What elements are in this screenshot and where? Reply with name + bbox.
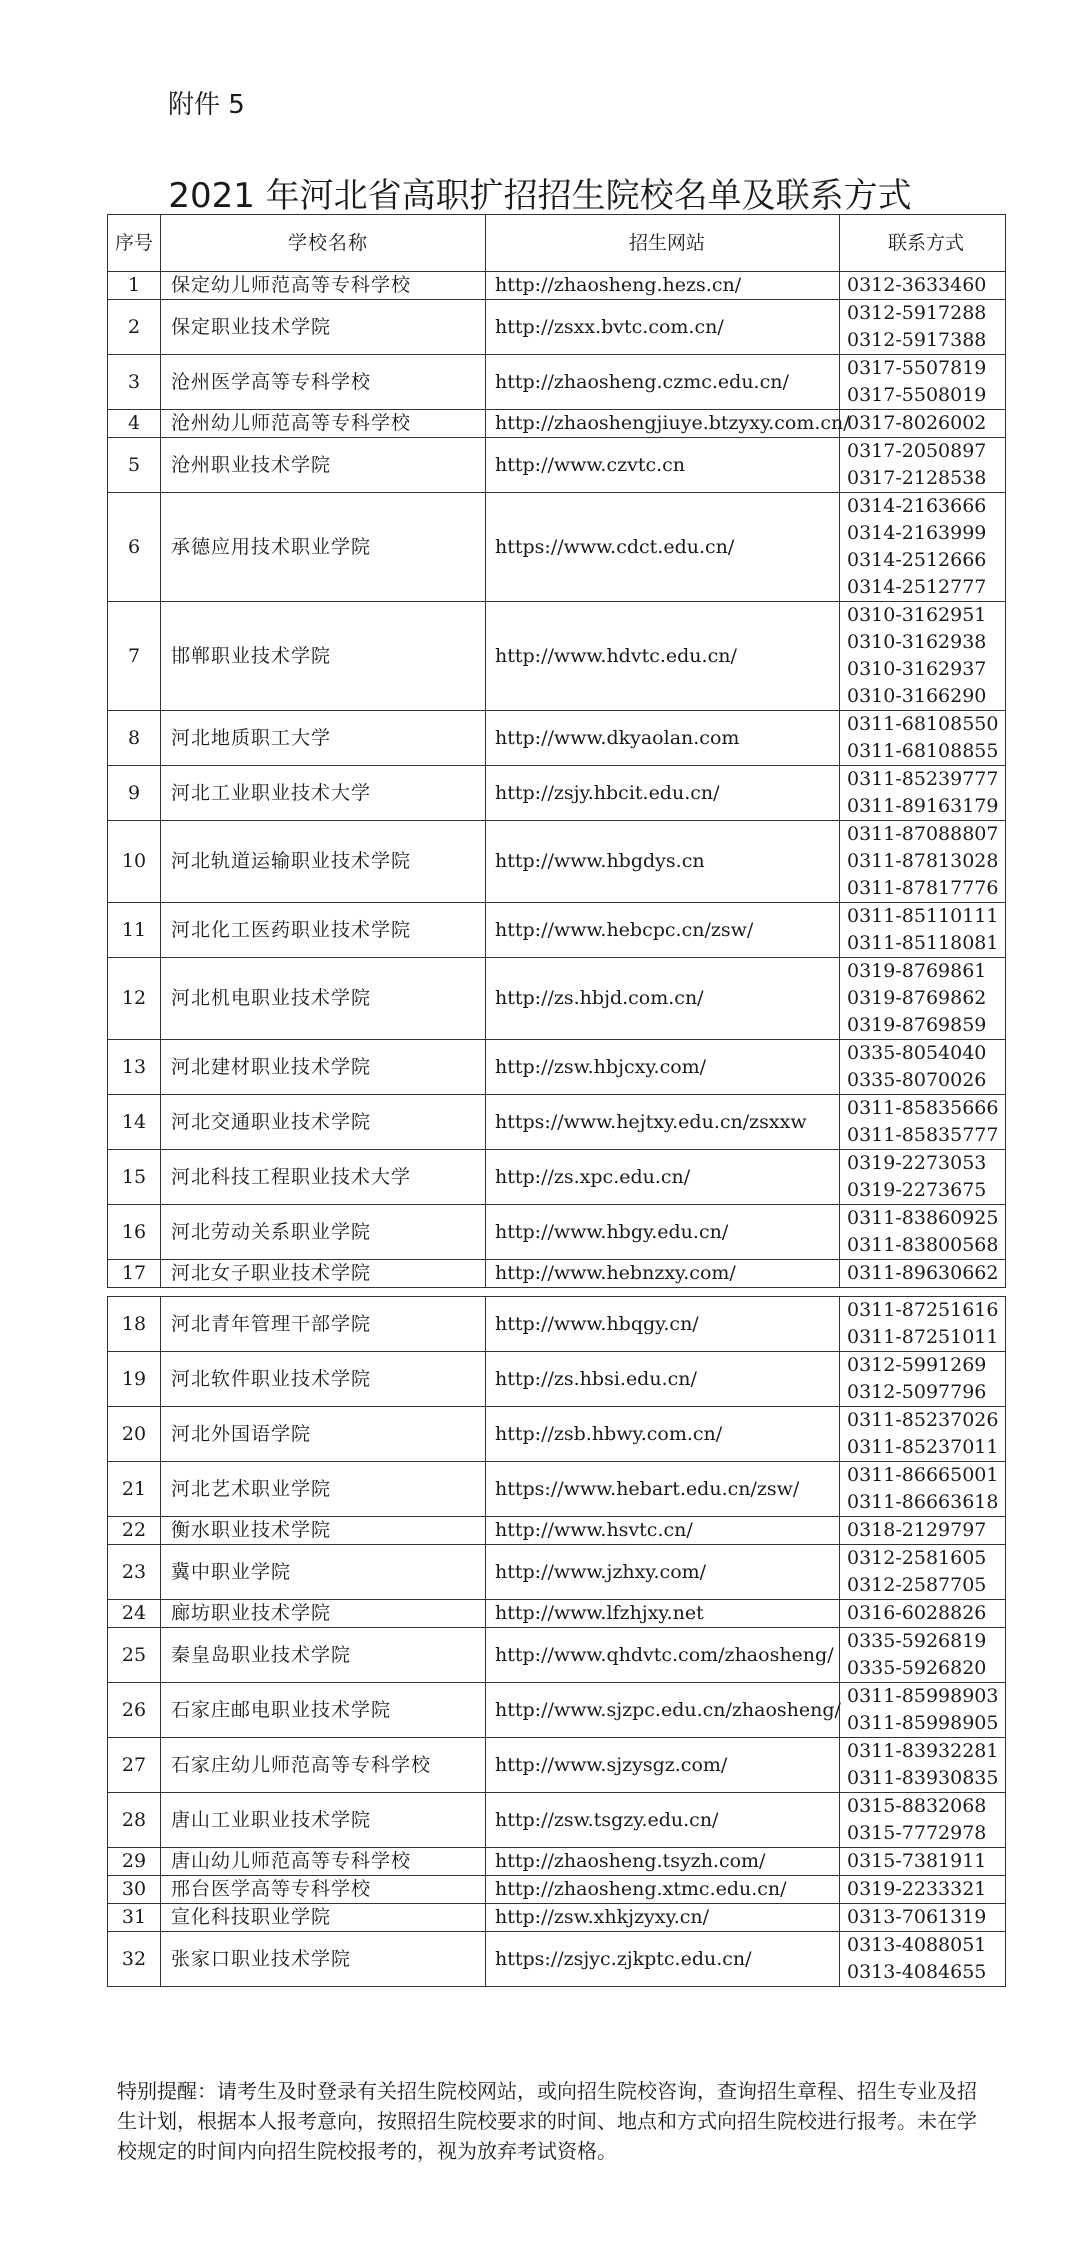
phone-number: 0311-86663618 xyxy=(847,1491,999,1513)
row-number: 21 xyxy=(108,1462,161,1517)
table-row xyxy=(108,300,1006,355)
table-row xyxy=(108,1517,1006,1545)
row-number: 18 xyxy=(108,1297,161,1352)
contact-phones xyxy=(840,766,1006,821)
contact-phones xyxy=(840,272,1006,300)
table-row xyxy=(108,1876,1006,1904)
school-name: 河北机电职业技术学院 xyxy=(161,958,486,1040)
phone-number: 0311-86665001 xyxy=(847,1464,999,1486)
table-row xyxy=(108,1095,1006,1150)
table-row xyxy=(108,1407,1006,1462)
phone-number: 0311-87251011 xyxy=(847,1326,999,1348)
attachment-label: 附件 5 xyxy=(168,90,245,120)
contact-phones xyxy=(840,1150,1006,1205)
table-row xyxy=(108,355,1006,410)
school-name: 河北科技工程职业技术大学 xyxy=(161,1150,486,1205)
phone-number: 0315-7381911 xyxy=(847,1850,987,1872)
phone-number: 0314-2512666 xyxy=(847,549,987,571)
school-name: 石家庄幼儿师范高等专科学校 xyxy=(161,1738,486,1793)
school-name: 承德应用技术职业学院 xyxy=(161,493,486,602)
phone-number: 0311-87813028 xyxy=(847,850,999,872)
school-website-link[interactable]: http://zs.hbsi.edu.cn/ xyxy=(486,1352,840,1407)
phone-number: 0311-87088807 xyxy=(847,823,999,845)
row-number: 11 xyxy=(108,903,161,958)
phone-number: 0313-4088051 xyxy=(847,1934,987,1956)
phone-number: 0311-85237026 xyxy=(847,1409,999,1431)
phone-number: 0311-89163179 xyxy=(847,795,999,817)
school-website-link[interactable]: http://www.hsvtc.cn/ xyxy=(486,1517,840,1545)
school-name: 河北软件职业技术学院 xyxy=(161,1352,486,1407)
phone-number: 0311-89630662 xyxy=(847,1262,999,1284)
school-name: 衡水职业技术学院 xyxy=(161,1517,486,1545)
phone-number: 0311-83932281 xyxy=(847,1740,999,1762)
contact-phones xyxy=(840,438,1006,493)
school-website-link[interactable]: http://www.czvtc.cn xyxy=(486,438,840,493)
school-website-link[interactable]: http://zhaosheng.tsyzh.com/ xyxy=(486,1848,840,1876)
table-row xyxy=(108,903,1006,958)
school-name: 张家口职业技术学院 xyxy=(161,1932,486,1987)
school-website-link[interactable]: https://www.hebart.edu.cn/zsw/ xyxy=(486,1462,840,1517)
phone-number: 0311-85998905 xyxy=(847,1712,999,1734)
school-name: 邢台医学高等专科学校 xyxy=(161,1876,486,1904)
phone-number: 0319-8769861 xyxy=(847,960,987,982)
phone-number: 0315-8832068 xyxy=(847,1795,987,1817)
school-website-link[interactable]: http://www.hbqgy.cn/ xyxy=(486,1297,840,1352)
phone-number: 0311-68108855 xyxy=(847,740,999,762)
phone-number: 0317-8026002 xyxy=(847,412,987,434)
phone-number: 0311-85110111 xyxy=(847,905,999,927)
contact-phones xyxy=(840,1260,1006,1288)
phone-number: 0319-2273675 xyxy=(847,1179,987,1201)
table-row xyxy=(108,602,1006,711)
row-number: 17 xyxy=(108,1260,161,1288)
phone-number: 0312-3633460 xyxy=(847,274,987,296)
phone-number: 0319-8769859 xyxy=(847,1014,987,1036)
contact-phones xyxy=(840,1517,1006,1545)
phone-number: 0313-4084655 xyxy=(847,1961,987,1983)
table-body-part1 xyxy=(108,272,1006,1288)
contact-phones xyxy=(840,1600,1006,1628)
row-number: 20 xyxy=(108,1407,161,1462)
contact-phones xyxy=(840,300,1006,355)
school-name: 河北劳动关系职业学院 xyxy=(161,1205,486,1260)
contact-phones xyxy=(840,1932,1006,1987)
row-number: 13 xyxy=(108,1040,161,1095)
contact-phones xyxy=(840,410,1006,438)
phone-number: 0319-2273053 xyxy=(847,1152,987,1174)
phone-number: 0311-85118081 xyxy=(847,932,999,954)
school-website-link[interactable]: http://zsxx.bvtc.com.cn/ xyxy=(486,300,840,355)
school-name: 河北地质职工大学 xyxy=(161,711,486,766)
row-number: 30 xyxy=(108,1876,161,1904)
phone-number: 0311-83930835 xyxy=(847,1767,999,1789)
school-name: 河北工业职业技术大学 xyxy=(161,766,486,821)
school-website-link[interactable]: http://zs.xpc.edu.cn/ xyxy=(486,1150,840,1205)
table-row xyxy=(108,958,1006,1040)
school-website-link[interactable]: http://www.hbgy.edu.cn/ xyxy=(486,1205,840,1260)
phone-number: 0310-3162951 xyxy=(847,604,987,626)
table-row xyxy=(108,1904,1006,1932)
row-number: 3 xyxy=(108,355,161,410)
phone-number: 0312-5917388 xyxy=(847,329,987,351)
row-number: 6 xyxy=(108,493,161,602)
school-website-link[interactable]: http://www.hdvtc.edu.cn/ xyxy=(486,602,840,711)
phone-number: 0310-3162937 xyxy=(847,658,987,680)
contact-phones xyxy=(840,1683,1006,1738)
school-website-link[interactable]: http://zhaoshengjiuye.btzyxy.com.cn/ xyxy=(486,410,840,438)
school-name: 沧州医学高等专科学校 xyxy=(161,355,486,410)
row-number: 24 xyxy=(108,1600,161,1628)
contact-phones xyxy=(840,958,1006,1040)
contact-phones xyxy=(840,821,1006,903)
school-website-link[interactable]: https://www.hejtxy.edu.cn/zsxxw xyxy=(486,1095,840,1150)
school-name: 河北女子职业技术学院 xyxy=(161,1260,486,1288)
school-name: 秦皇岛职业技术学院 xyxy=(161,1628,486,1683)
page-title: 2021 年河北省高职扩招招生院校名单及联系方式 xyxy=(168,176,912,216)
table-body-part2 xyxy=(108,1297,1006,1987)
school-website-link[interactable]: http://zsw.xhkjzyxy.cn/ xyxy=(486,1904,840,1932)
table-header-row xyxy=(108,215,1006,272)
school-website-link[interactable]: http://www.hbgdys.cn xyxy=(486,821,840,903)
phone-number: 0311-87817776 xyxy=(847,877,999,899)
school-name: 保定幼儿师范高等专科学校 xyxy=(161,272,486,300)
school-name: 河北交通职业技术学院 xyxy=(161,1095,486,1150)
phone-number: 0311-87251616 xyxy=(847,1299,999,1321)
school-website-link[interactable]: http://www.jzhxy.com/ xyxy=(486,1545,840,1600)
contact-phones xyxy=(840,1297,1006,1352)
school-name: 廊坊职业技术学院 xyxy=(161,1600,486,1628)
table-row xyxy=(108,1040,1006,1095)
school-name: 唐山工业职业技术学院 xyxy=(161,1793,486,1848)
phone-number: 0314-2163666 xyxy=(847,495,987,517)
phone-number: 0314-2163999 xyxy=(847,522,987,544)
row-number: 16 xyxy=(108,1205,161,1260)
row-number: 15 xyxy=(108,1150,161,1205)
table-row xyxy=(108,766,1006,821)
contact-phones xyxy=(840,1407,1006,1462)
row-number: 32 xyxy=(108,1932,161,1987)
table-row xyxy=(108,1793,1006,1848)
school-website-link[interactable]: http://zsw.tsgzy.edu.cn/ xyxy=(486,1793,840,1848)
phone-number: 0315-7772978 xyxy=(847,1822,987,1844)
contact-phones xyxy=(840,1205,1006,1260)
phone-number: 0312-2581605 xyxy=(847,1547,987,1569)
table-row xyxy=(108,1628,1006,1683)
contact-phones xyxy=(840,903,1006,958)
row-number: 5 xyxy=(108,438,161,493)
contact-phones xyxy=(840,1352,1006,1407)
school-name: 沧州职业技术学院 xyxy=(161,438,486,493)
contact-phones xyxy=(840,711,1006,766)
school-website-link[interactable]: http://www.sjzpc.edu.cn/zhaosheng/ xyxy=(486,1683,840,1738)
table-row xyxy=(108,410,1006,438)
phone-number: 0310-3162938 xyxy=(847,631,987,653)
contact-phones xyxy=(840,1876,1006,1904)
phone-number: 0312-5917288 xyxy=(847,302,987,324)
row-number: 29 xyxy=(108,1848,161,1876)
table-row xyxy=(108,1848,1006,1876)
row-number: 12 xyxy=(108,958,161,1040)
row-number: 2 xyxy=(108,300,161,355)
school-name: 河北青年管理干部学院 xyxy=(161,1297,486,1352)
phone-number: 0314-2512777 xyxy=(847,576,987,598)
row-number: 19 xyxy=(108,1352,161,1407)
school-name: 唐山幼儿师范高等专科学校 xyxy=(161,1848,486,1876)
header-contact: 联系方式 xyxy=(840,215,1006,272)
table-row xyxy=(108,821,1006,903)
row-number: 31 xyxy=(108,1904,161,1932)
table-row xyxy=(108,1462,1006,1517)
table-row xyxy=(108,272,1006,300)
school-name: 河北艺术职业学院 xyxy=(161,1462,486,1517)
table-row xyxy=(108,438,1006,493)
table-row xyxy=(108,1545,1006,1600)
contact-phones xyxy=(840,1904,1006,1932)
row-number: 22 xyxy=(108,1517,161,1545)
table-row xyxy=(108,1297,1006,1352)
contact-phones xyxy=(840,602,1006,711)
school-name: 邯郸职业技术学院 xyxy=(161,602,486,711)
phone-number: 0311-85835777 xyxy=(847,1124,999,1146)
phone-number: 0319-8769862 xyxy=(847,987,987,1009)
contact-phones xyxy=(840,1793,1006,1848)
school-website-link[interactable]: http://www.hebcpc.cn/zsw/ xyxy=(486,903,840,958)
school-name: 冀中职业学院 xyxy=(161,1545,486,1600)
school-website-link[interactable]: http://zsjy.hbcit.edu.cn/ xyxy=(486,766,840,821)
reminder-note: 特别提醒：请考生及时登录有关招生院校网站，或向招生院校咨询，查询招生章程、招生专业及招生计划，根据本人报考意向，按照招生院校要求的时间、地点和方式向招生院校进行报考。未在学校规定的时间内向招生院校报考的，视为放弃考试资格。 xyxy=(117,2079,977,2163)
header-website: 招生网站 xyxy=(486,215,840,272)
table-row xyxy=(108,1150,1006,1205)
school-name: 石家庄邮电职业技术学院 xyxy=(161,1683,486,1738)
phone-number: 0313-7061319 xyxy=(847,1906,987,1928)
table-row xyxy=(108,1205,1006,1260)
school-website-link[interactable]: http://zs.hbjd.com.cn/ xyxy=(486,958,840,1040)
phone-number: 0312-2587705 xyxy=(847,1574,987,1596)
school-website-link[interactable]: https://www.cdct.edu.cn/ xyxy=(486,493,840,602)
phone-number: 0311-85239777 xyxy=(847,768,999,790)
phone-number: 0310-3166290 xyxy=(847,685,987,707)
phone-number: 0335-5926820 xyxy=(847,1657,987,1679)
row-number: 27 xyxy=(108,1738,161,1793)
page-break-gap xyxy=(108,1288,1006,1297)
school-website-link[interactable]: http://zhaosheng.czmc.edu.cn/ xyxy=(486,355,840,410)
table-row xyxy=(108,711,1006,766)
row-number: 28 xyxy=(108,1793,161,1848)
school-website-link[interactable]: http://zhaosheng.xtmc.edu.cn/ xyxy=(486,1876,840,1904)
table-row xyxy=(108,1600,1006,1628)
table-row xyxy=(108,1260,1006,1288)
phone-number: 0311-85237011 xyxy=(847,1436,999,1458)
school-website-link[interactable]: http://www.dkyaolan.com xyxy=(486,711,840,766)
phone-number: 0316-6028826 xyxy=(847,1602,987,1624)
phone-number: 0317-5507819 xyxy=(847,357,987,379)
header-no: 序号 xyxy=(108,215,161,272)
phone-number: 0319-2233321 xyxy=(847,1878,987,1900)
row-number: 10 xyxy=(108,821,161,903)
school-website-link[interactable]: http://zsw.hbjcxy.com/ xyxy=(486,1040,840,1095)
school-name: 宣化科技职业学院 xyxy=(161,1904,486,1932)
contact-phones xyxy=(840,1628,1006,1683)
contact-phones xyxy=(840,1848,1006,1876)
school-website-link[interactable]: http://www.qhdvtc.com/zhaosheng/ xyxy=(486,1628,840,1683)
table-row xyxy=(108,1932,1006,1987)
phone-number: 0311-85835666 xyxy=(847,1097,999,1119)
phone-number: 0335-5926819 xyxy=(847,1630,987,1652)
table-row xyxy=(108,493,1006,602)
schools-table xyxy=(107,214,1006,1987)
row-number: 26 xyxy=(108,1683,161,1738)
row-number: 4 xyxy=(108,410,161,438)
phone-number: 0318-2129797 xyxy=(847,1519,987,1541)
phone-number: 0317-2050897 xyxy=(847,440,987,462)
school-name: 河北轨道运输职业技术学院 xyxy=(161,821,486,903)
contact-phones xyxy=(840,1545,1006,1600)
row-number: 9 xyxy=(108,766,161,821)
school-website-link[interactable]: http://www.lfzhjxy.net xyxy=(486,1600,840,1628)
row-number: 1 xyxy=(108,272,161,300)
table-row xyxy=(108,1738,1006,1793)
phone-number: 0311-83800568 xyxy=(847,1234,999,1256)
row-number: 23 xyxy=(108,1545,161,1600)
school-name: 沧州幼儿师范高等专科学校 xyxy=(161,410,486,438)
row-number: 8 xyxy=(108,711,161,766)
school-website-link[interactable]: http://www.hebnzxy.com/ xyxy=(486,1260,840,1288)
contact-phones xyxy=(840,1040,1006,1095)
row-number: 7 xyxy=(108,602,161,711)
phone-number: 0317-2128538 xyxy=(847,467,987,489)
phone-number: 0312-5097796 xyxy=(847,1381,987,1403)
school-website-link[interactable]: http://zhaosheng.hezs.cn/ xyxy=(486,272,840,300)
contact-phones xyxy=(840,1462,1006,1517)
table-row xyxy=(108,1683,1006,1738)
school-name: 河北外国语学院 xyxy=(161,1407,486,1462)
table-row xyxy=(108,1352,1006,1407)
contact-phones xyxy=(840,493,1006,602)
phone-number: 0312-5991269 xyxy=(847,1354,987,1376)
school-website-link[interactable]: https://zsjyc.zjkptc.edu.cn/ xyxy=(486,1932,840,1987)
contact-phones xyxy=(840,355,1006,410)
school-name: 河北建材职业技术学院 xyxy=(161,1040,486,1095)
school-name: 河北化工医药职业技术学院 xyxy=(161,903,486,958)
row-number: 14 xyxy=(108,1095,161,1150)
school-website-link[interactable]: http://zsb.hbwy.com.cn/ xyxy=(486,1407,840,1462)
school-name: 保定职业技术学院 xyxy=(161,300,486,355)
contact-phones xyxy=(840,1738,1006,1793)
school-website-link[interactable]: http://www.sjzysgz.com/ xyxy=(486,1738,840,1793)
phone-number: 0311-68108550 xyxy=(847,713,999,735)
phone-number: 0311-83860925 xyxy=(847,1207,999,1229)
phone-number: 0317-5508019 xyxy=(847,384,987,406)
row-number: 25 xyxy=(108,1628,161,1683)
phone-number: 0335-8070026 xyxy=(847,1069,987,1091)
contact-phones xyxy=(840,1095,1006,1150)
header-school-name: 学校名称 xyxy=(161,215,486,272)
phone-number: 0311-85998903 xyxy=(847,1685,999,1707)
phone-number: 0335-8054040 xyxy=(847,1042,987,1064)
